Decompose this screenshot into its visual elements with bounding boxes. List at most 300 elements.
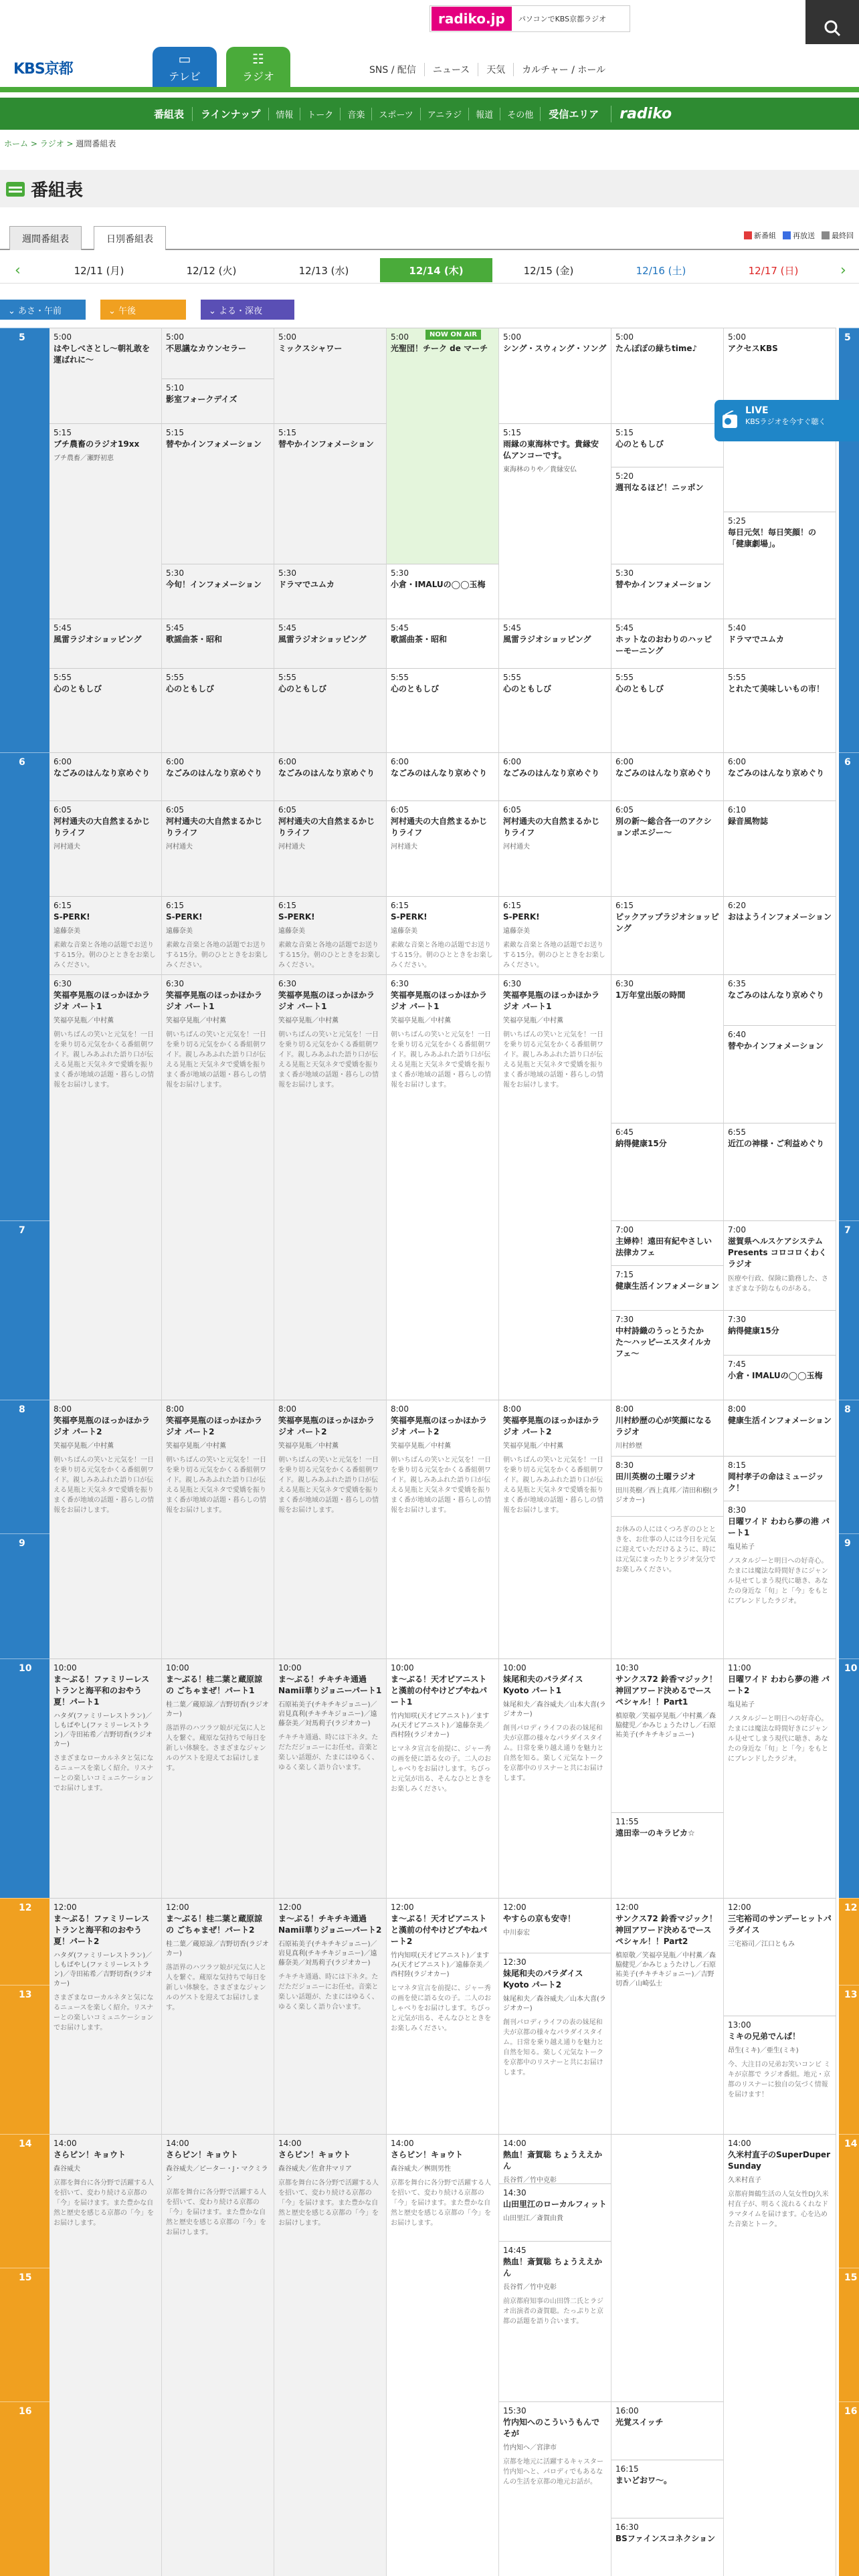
program-title: 替やかインフォメーション [615,580,711,589]
program-cell[interactable] [50,619,162,668]
program-time: 8:30 [728,1505,746,1515]
program-time: 14:00 [728,2139,751,2148]
program-time: 5:30 [391,568,409,578]
program-time: 6:45 [615,1128,634,1137]
program-time: 6:05 [278,805,296,815]
program-cell[interactable] [611,328,724,423]
tab-daily[interactable]: 日別番組表 [94,226,166,250]
program-time: 5:00 [503,332,521,342]
program-time: 5:10 [166,383,184,393]
program-description: 京都を舞台に各分野で活躍する人を招いて、変わり続ける京都の「今」を届けます。また豊かな自然と歴史を感じる京都の「今」をお届けします。 [54,2179,154,2227]
link-weather[interactable]: 天気 [478,63,513,76]
program-description: 朝いちばんの笑いと元気を！一日を乗り切る元気をかくる番組朝ワイド。親しみあふれた語り口が伝える晃瓶と天気ネタで愛嬌を振りまく番が地域の話題・暮らしの情報をお届けします。 [54,1457,154,1514]
program-time: 5:55 [503,673,521,682]
program-cell[interactable] [274,1658,387,1898]
subnav-lineup[interactable]: ラインナップ [192,107,268,121]
program-cell[interactable] [611,2401,724,2460]
program-cell[interactable] [50,2134,162,2576]
program-time: 6:00 [278,757,296,766]
program-title: 替やかインフォメーション [166,439,262,449]
program-title: さらピン！キョウト [278,2150,351,2159]
program-time: 12:00 [391,1903,414,1912]
program-cell[interactable] [274,1400,387,1658]
program-cell[interactable] [274,2134,387,2576]
program-time: 6:15 [54,901,72,910]
view-tabs [0,223,859,250]
program-title: なごみのはんなり京めぐり [503,768,600,778]
program-title: 妹尾和夫のパラダイスKyoto パート2 [503,1969,583,1990]
program-time: 6:20 [728,901,746,910]
program-cell[interactable] [50,752,162,800]
program-time: 7:30 [728,1315,746,1324]
program-title: シング・スウィング・ソング [503,344,607,353]
program-cell[interactable] [611,896,724,974]
program-title: ま〜ぶる！ファミリーレストランと海平和のおやう夏！パート2 [54,1914,150,1946]
program-cell[interactable] [162,2134,274,2576]
link-news[interactable]: ニュース [424,63,478,76]
program-title: 河村通夫の大自然まるかじりライフ [278,817,375,837]
program-title: 熱血！斎賀聡 ちょうええかん [503,2150,603,2171]
program-title: 心のともしび [615,684,664,693]
program-cell[interactable] [274,668,387,752]
program-performers: 河村通夫 [503,843,530,851]
subnav-talk[interactable]: トーク [300,108,340,120]
site-logo[interactable]: KBS京都 [13,61,73,78]
program-cell[interactable] [274,1898,387,2134]
program-cell[interactable] [499,1400,611,1658]
tv-icon: ▭ [178,51,191,67]
program-cell[interactable] [724,800,836,896]
program-title: さらピン！キョウト [166,2150,239,2159]
subnav-news[interactable]: 報道 [468,108,500,120]
program-title: なごみのはんなり京めぐり [615,768,712,778]
program-cell[interactable] [387,800,499,896]
breadcrumb-radio[interactable]: ラジオ [39,139,64,148]
program-title: 心のともしび [615,439,664,449]
program-cell[interactable] [724,668,836,752]
program-performers: 河村通夫 [391,843,417,851]
program-title: 河村通夫の大自然まるかじりライフ [54,817,151,837]
program-description: 素敵な音楽と各地の話題でお送りする15分。朝のひとときをお楽しみください。 [166,942,268,969]
program-description: 落語界のハツラツ娘が元気に人と人を繋ぐ。蔵原な気持ちで毎日を新しい体験を。さまざまなジャンルのゲストを迎えてお届けします。 [166,1964,266,2012]
program-cell[interactable] [499,1898,611,1953]
program-time: 6:40 [728,1030,746,1039]
program-title: 健康生活インフォメーション [728,1416,832,1425]
program-cell[interactable] [499,1953,611,2134]
program-cell[interactable] [724,896,836,974]
program-cell[interactable] [162,379,274,423]
program-title: 小倉・IMALUの◯◯玉梅 [391,580,486,589]
program-cell[interactable] [611,1898,724,2134]
filter-night[interactable]: ⌄ よる・深夜 [201,300,294,320]
program-title: さらピン！キョウト [391,2150,464,2159]
program-cell[interactable] [724,1025,836,1123]
program-cell[interactable] [387,752,499,800]
program-cell[interactable] [50,328,162,423]
program-description: 朝いちばんの笑いと元気を！一日を乗り切る元気をかくる番組朝ワイド。親しみあふれた語り口が伝える晃瓶と天気ネタで愛嬌を振りまく番が地域の話題・暮らしの情報をお届けします。 [391,1031,491,1089]
program-title: 岡村孝子の命はミュージック！ [728,1472,824,1493]
link-culture[interactable]: カルチャー / ホール [513,63,613,76]
link-sns[interactable]: SNS / 配信 [369,65,416,76]
program-performers: 笑福亭晃瓶／中村薫 [278,1017,339,1025]
program-title: 笑福亭晃瓶のほっかほかラジオ パート1 [278,990,375,1011]
day-column [499,328,611,2576]
program-time: 14:00 [278,2139,302,2148]
program-cell[interactable] [387,328,499,564]
hour-label: 16 [839,2401,859,2576]
program-cell[interactable] [162,1898,274,2134]
page-title-bar [0,170,859,207]
program-description: 創刊パロディライフの表の妹尾和夫が京都の様々なパラダイスタイム。日常を乗り越え通りを魅力と自然を知る。楽しく元気なトークを京都中のリスナーと共にお届けします。 [503,1725,604,1782]
filter-afternoon[interactable]: ⌄ 午後 [100,300,186,320]
tab-tv[interactable] [153,47,217,87]
program-title: さらピン！キョウト [54,2150,126,2159]
program-cell[interactable] [611,800,724,896]
program-cell[interactable] [499,2183,611,2241]
program-title: S-PERK! [391,912,427,922]
program-time: 6:00 [503,757,521,766]
program-performers: 竹内知咲(天才ピアニスト)／ますみ(天才ピアニスト)／遠藤奈美／西村陸(ラジオカー) [391,1952,490,1978]
chevron-down-icon: ⌄ [108,306,119,316]
date-1217[interactable]: 12/17 (日) [748,264,799,277]
program-performers: 久米村直子 [728,2177,761,2184]
date-1213[interactable]: 12/13 (水) [298,264,349,277]
tab-tv-label: テレビ [169,70,201,83]
program-cell[interactable] [611,1658,724,1812]
program-cell[interactable] [724,1310,836,1355]
subnav-music[interactable]: 音楽 [340,108,371,120]
program-title: 川村紗歴の心が笑顔になるラジオ [615,1416,712,1436]
program-cell[interactable] [724,1456,836,1501]
date-1216[interactable]: 12/16 (土) [636,264,686,277]
hour-label: 13 [0,1985,50,2134]
program-performers: 笑福亭晃瓶／中村薫 [503,1442,563,1450]
program-cell[interactable] [499,896,611,974]
program-cell[interactable] [611,1265,724,1310]
program-title: ま〜ぶる！天才ピアニストと漢前の付やけどプやねパート2 [391,1914,488,1946]
program-time: 8:15 [728,1461,746,1470]
program-time: 11:00 [728,1663,751,1673]
hour-label: 15 [839,2268,859,2401]
program-description: チキチキ通過、時には下ネタ。ただただジョニーにお任せ。音楽と楽しい話題が、たまにはゆるく、ゆるく楽しく語り合います。 [278,1734,379,1772]
program-performers: 笑福亭晃瓶／中村薫 [391,1017,451,1025]
program-time: 16:15 [615,2464,639,2474]
program-cell[interactable] [162,668,274,752]
program-performers: 遠藤奈美 [166,928,193,935]
program-cell[interactable] [162,752,274,800]
date-1214[interactable]: 12/14 (木) [380,258,492,282]
program-performers: 中川泰宏 [503,1929,530,1937]
program-cell[interactable] [274,328,387,423]
subnav-anime[interactable]: アニラジ [420,108,468,120]
program-cell[interactable] [499,2401,611,2576]
program-title: 滋賀県ヘルスケアシステム Presents コロコロくわくラジオ [728,1237,827,1269]
program-cell[interactable] [50,1658,162,1898]
program-cell[interactable] [50,423,162,619]
program-title: 光覚スイッチ [615,2418,664,2427]
program-cell[interactable] [611,1812,724,1898]
program-cell[interactable] [387,1898,499,2134]
program-cell[interactable] [162,619,274,668]
program-cell[interactable] [611,2460,724,2518]
program-title: ま〜ぶる！チキチキ通過Namii華りジョニーパート2 [278,1914,382,1935]
program-performers: 森谷威夫／ピーター・J・マクミラン [166,2165,268,2182]
program-description: 京都を舞台に各分野で活躍する人を招いて、変わり続ける京都の「今」を届けます。また豊かな自然と歴史を感じる京都の「今」をお届けします。 [278,2179,379,2227]
program-description: さまざまなローカルネタと気になるニュースを楽しく紹介。リスナーとの楽しいコミュニケーションでお届けします。 [54,1755,154,1792]
program-performers: 長谷哲／竹中克彰 [503,2284,557,2291]
program-time: 6:15 [391,901,409,910]
program-time: 6:15 [503,901,521,910]
program-time: 5:00 [615,332,634,342]
date-1215[interactable]: 12/15 (金) [523,264,574,277]
program-cell[interactable] [274,896,387,974]
filter-morning[interactable]: ⌄ あさ・午前 [0,300,86,320]
program-time: 6:35 [728,979,746,988]
program-cell[interactable] [611,752,724,800]
program-cell[interactable] [387,974,499,1400]
chevron-down-icon: ⌄ [209,306,219,316]
program-cell[interactable] [274,974,387,1400]
program-cell[interactable] [50,1898,162,2134]
radio-subnav [0,98,859,130]
program-description: 朝いちばんの笑いと元気を！一日を乗り切る元気をかくる番組朝ワイド。親しみあふれた語り口が伝える晃瓶と天気ネタで愛嬌を振りまく番が地域の話題・暮らしの情報をお届けします。 [278,1457,379,1514]
program-title: 笑福亭晃瓶のほっかほかラジオ パート2 [278,1416,375,1436]
program-title: 心のともしび [278,684,327,693]
program-time: 6:00 [728,757,746,766]
program-title: ミックスシャワー [278,344,343,353]
program-performers: 昂生(ミキ)／亜生(ミキ) [728,2047,799,2054]
program-cell[interactable] [724,752,836,800]
program-time: 6:30 [54,979,72,988]
program-description: 落語界のハツラツ娘が元気に人と人を繋ぐ。蔵原な気持ちで毎日を新しい体験を。さまざまなジャンルのゲストを迎えてお届けします。 [166,1725,266,1772]
program-cell[interactable] [499,619,611,668]
hour-label: 8 [0,1400,50,1533]
program-cell[interactable] [724,1501,836,1658]
program-time: 8:00 [728,1404,746,1414]
program-cell[interactable] [162,974,274,1400]
program-cell[interactable] [274,752,387,800]
program-cell[interactable] [387,668,499,752]
program-cell[interactable] [387,619,499,668]
program-performers: 笑福亭晃瓶／中村薫 [54,1442,114,1450]
program-cell[interactable] [387,896,499,974]
program-cell[interactable] [611,1220,724,1265]
program-cell[interactable] [611,1516,724,1658]
program-time: 8:00 [166,1404,184,1414]
program-cell[interactable] [162,800,274,896]
live-listen-button[interactable] [714,400,859,441]
program-time: 12:00 [503,1903,527,1912]
program-cell[interactable] [724,1123,836,1220]
radiko-ad-banner[interactable] [430,5,630,32]
program-cell[interactable] [611,423,724,467]
program-cell[interactable] [50,1400,162,1658]
program-performers: 桂二葉／蔵原諒／吉野切香(ラジオカー) [166,1701,269,1718]
program-cell[interactable] [387,1400,499,1658]
program-performers: 河村通夫 [278,843,305,851]
program-title: アクセスKBS [728,344,778,353]
program-cell[interactable] [274,423,387,564]
program-performers: 槙原敬／笑福亭晃瓶／中村薫／森脇健児／かみじょうたけし／石原祐美子(チキチキジョニー) [615,1713,716,1739]
program-cell[interactable] [162,328,274,379]
program-cell[interactable] [611,1400,724,1456]
program-cell[interactable] [162,564,274,619]
program-cell[interactable] [162,1400,274,1658]
program-time: 5:30 [278,568,296,578]
program-time: 6:15 [615,901,634,910]
subnav-sports[interactable]: スポーツ [371,108,419,120]
program-title: やすらの京も安寺！ [503,1914,576,1923]
chevron-right-icon[interactable]: › [840,262,846,279]
program-cell[interactable] [162,423,274,564]
program-cell[interactable] [499,2134,611,2183]
program-cell[interactable] [724,512,836,619]
program-cell[interactable] [499,752,611,800]
program-title: 日曜ワイド わわら夢の港 パート1 [728,1517,830,1537]
program-cell[interactable] [611,1456,724,1516]
program-cell[interactable] [724,1400,836,1456]
program-time: 15:30 [503,2406,527,2416]
program-cell[interactable] [50,668,162,752]
program-cell[interactable] [499,668,611,752]
program-time: 5:15 [278,428,296,437]
subnav-radiko[interactable]: radiko [611,106,680,122]
program-cell[interactable] [611,974,724,1123]
program-title: 田川英樹の土曜ラジオ [615,1472,696,1481]
program-cell[interactable] [611,467,724,564]
program-title: 毎日元気！毎日笑顔！の「健康劇場」。 [728,528,817,548]
program-cell[interactable] [387,2134,499,2576]
program-cell[interactable] [724,974,836,1025]
program-performers: 遠藤奈美 [54,928,80,935]
tab-weekly[interactable]: 週間番組表 [9,226,82,250]
program-title: 1万年堂出版の時間 [615,990,686,1000]
hour-label: 13 [839,1985,859,2134]
program-cell[interactable] [724,1220,836,1310]
hour-label: 7 [0,1220,50,1400]
program-title: 笑福亭晃瓶のほっかほかラジオ パート2 [166,1416,263,1436]
program-performers: 妹尾和夫／森谷威夫／山本大喜(ラジオカー) [503,1701,606,1718]
hour-label: 7 [839,1220,859,1400]
program-time: 5:55 [54,673,72,682]
program-time: 5:00 [166,332,184,342]
program-time: 5:15 [166,428,184,437]
breadcrumb-home[interactable]: ホーム [4,139,29,148]
program-time: 12:00 [728,1903,751,1912]
program-cell[interactable] [50,800,162,896]
tab-radio[interactable] [226,47,290,87]
program-description: 京都を地元に活躍するキャスター竹内知へと、パロディでもあるなんの生活を京都の地元お話が。 [503,2458,603,2486]
program-cell[interactable] [724,2134,836,2576]
program-title: 影室フォークデイズ [166,395,237,404]
program-cell[interactable] [274,564,387,619]
hour-label: 5 [839,328,859,752]
hour-label: 5 [0,328,50,752]
program-performers: 笑福亭晃瓶／中村薫 [54,1017,114,1025]
program-cell[interactable] [499,974,611,1400]
breadcrumb: ホーム > ラジオ > 週間番組表 [4,139,116,148]
program-title: なごみのはんなり京めぐり [166,768,263,778]
program-cell[interactable] [499,423,611,619]
program-title: ミキの兄弟でんぱ！ [728,2032,801,2041]
program-cell[interactable] [499,328,611,423]
program-cell[interactable] [50,896,162,974]
program-performers: 森谷威夫／佐倉井マリア [278,2165,352,2173]
day-column [50,328,162,2576]
program-time: 6:15 [166,901,184,910]
program-time: 14:00 [54,2139,77,2148]
program-title: 笑福亭晃瓶のほっかほかラジオ パート2 [54,1416,151,1436]
program-performers: 笑福亭晃瓶／中村薫 [166,1017,226,1025]
program-time: 8:00 [391,1404,409,1414]
program-cell[interactable] [387,564,499,619]
program-description: 素敵な音楽と各地の話題でお送りする15分。朝のひとときをお楽しみください。 [391,942,493,969]
program-cell[interactable] [611,1123,724,1220]
program-cell[interactable] [611,1310,724,1400]
program-cell[interactable] [274,619,387,668]
program-time: 6:55 [728,1128,746,1137]
program-cell[interactable] [162,896,274,974]
radio-live-icon [721,411,739,429]
program-time: 12:00 [615,1903,639,1912]
program-performers: 笑福亭晃瓶／中村薫 [391,1442,451,1450]
program-cell[interactable] [162,1658,274,1898]
tab-radio-label: ラジオ [242,70,274,83]
program-time: 7:45 [728,1360,746,1369]
chevron-left-icon[interactable]: ‹ [15,262,21,279]
program-time: 12:00 [54,1903,77,1912]
ad-logo: radiko.jp [432,7,512,31]
program-cell[interactable] [724,1658,836,1898]
date-1211[interactable]: 12/11 (月) [74,264,124,277]
program-performers: 森谷威夫／桝則男性 [391,2165,451,2173]
program-description: 朝いちばんの笑いと元気を！一日を乗り切る元気をかくる番組朝ワイド。親しみあふれた語り口が伝える晃瓶と天気ネタで愛嬌を振りまく番が地域の話題・暮らしの情報をお届けします。 [503,1457,603,1514]
program-cell[interactable] [724,1355,836,1400]
subnav-other[interactable]: その他 [500,108,540,120]
subnav-schedule[interactable]: 番組表 [154,108,185,120]
program-cell[interactable] [611,2134,724,2401]
program-description: 朝いちばんの笑いと元気を！一日を乗り切る元気をかくる番組朝ワイド。親しみあふれた語り口が伝える晃瓶と天気ネタで愛嬌を振りまく番が地域の話題・暮らしの情報をお届けします。 [166,1457,266,1514]
program-performers: 田川英樹／西上真邦／清田和樹(ラジオカー) [615,1487,719,1504]
program-time: 5:15 [615,428,634,437]
program-cell[interactable] [499,800,611,896]
program-cell[interactable] [611,2518,724,2576]
program-time: 12:00 [278,1903,302,1912]
program-title: 今旬！インフォメーション [166,580,262,589]
program-cell[interactable] [387,1658,499,1898]
program-cell[interactable] [499,2241,611,2401]
program-cell[interactable] [611,619,724,668]
program-title: はやしべさとし〜朝礼敢を運ばれに〜 [54,344,151,364]
subnav-area[interactable]: 受信エリア [540,107,607,121]
program-title: 久米村直子のSuperDuper Sunday [728,2150,830,2171]
program-cell[interactable] [724,1898,836,2016]
program-cell[interactable] [724,2016,836,2134]
program-cell[interactable] [274,800,387,896]
program-cell[interactable] [611,668,724,752]
subnav-info[interactable]: 情報 [268,108,300,120]
program-description: ヒマネタ宣言を前提に、ジャー秀の画を使に語る女の子。二人のおしゃべりをお届けします。ちびっと元気が出る、そんなひとときをお楽しみください。 [391,1985,491,2032]
hour-label: 6 [0,752,50,1220]
program-title: サンクス72 鈴香マジック！神回アワード決めるでースペシャル！！Part1 [615,1675,717,1707]
program-title: 日曜ワイド わわら夢の港 パート2 [728,1675,830,1695]
program-description: 朝いちばんの笑いと元気を！一日を乗り切る元気をかくる番組朝ワイド。親しみあふれた語り口が伝える晃瓶と天気ネタで愛嬌を振りまく番が地域の話題・暮らしの情報をお届けします。 [391,1457,491,1514]
program-cell[interactable] [611,564,724,619]
program-cell[interactable] [724,619,836,668]
program-cell[interactable] [50,974,162,1400]
date-1212[interactable]: 12/12 (火) [186,264,237,277]
program-cell[interactable] [499,1658,611,1898]
